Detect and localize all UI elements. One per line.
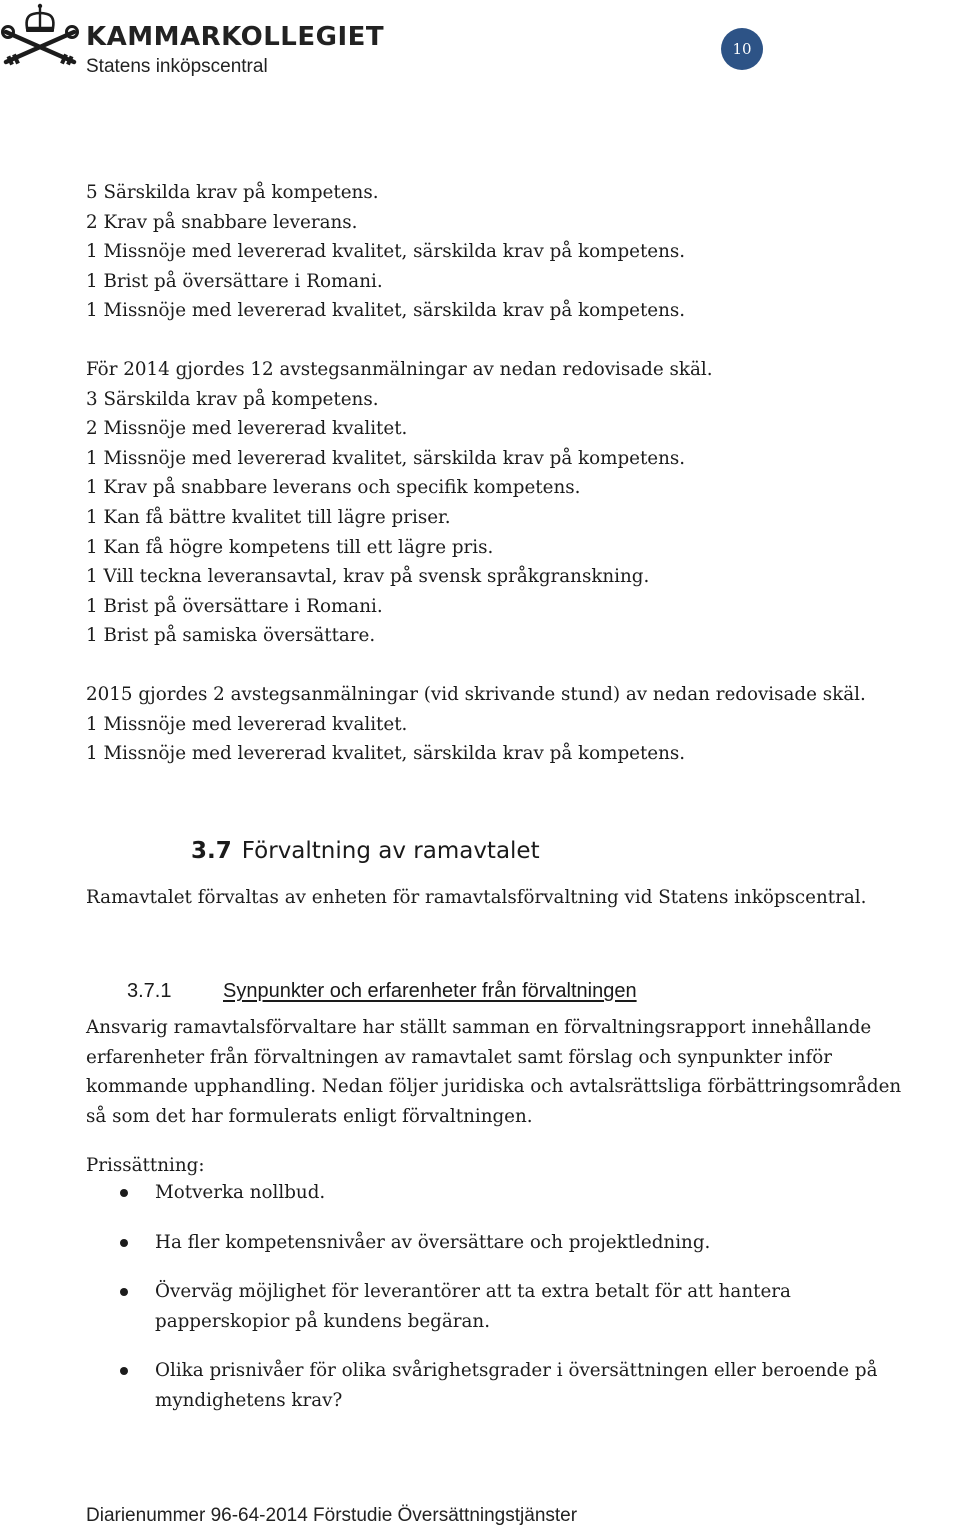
section-number: 3.7: [191, 838, 232, 864]
body-line: kommande upphandling. Nedan följer juridiska och avtalsrättsliga förbättringsområden: [86, 1076, 902, 1098]
list-item: 1 Vill teckna leveransavtal, krav på svensk språkgranskning.: [86, 566, 650, 588]
bullet-dot-icon: [120, 1288, 128, 1296]
year-2015-lead: 2015 gjordes 2 avstegsanmälningar (vid skrivande stund) av nedan redovisade skäl.: [86, 684, 866, 705]
list-item: 1 Brist på översättare i Romani.: [86, 595, 383, 617]
bullet-item: [86, 1178, 946, 1208]
section-body: Ramavtalet förvaltas av enheten för ramavtalsförvaltning vid Statens inköpscentral.: [86, 887, 867, 908]
section-title: Förvaltning av ramavtalet: [241, 838, 540, 864]
subsection-body: [86, 1013, 960, 1131]
body-line: Ansvarig ramavtalsförvaltare har ställt samman en förvaltningsrapport innehållande: [86, 1017, 872, 1038]
bullet-item: [86, 1356, 945, 1415]
bullet-dot-icon: [120, 1367, 128, 1375]
list-item: 1 Kan få högre kompetens till ett lägre pris.: [86, 536, 494, 558]
year-2014-block: [86, 355, 713, 651]
subsection-number: 3.7.1: [127, 980, 172, 1002]
crown-and-keys-crest-icon: [0, 2, 80, 68]
list-label: Prissättning:: [86, 1155, 205, 1176]
list-item: 1 Missnöje med levererad kvalitet, särskilda krav på kompetens.: [86, 447, 686, 469]
list-item: 1 Missnöje med levererad kvalitet.: [86, 713, 408, 735]
list-item: 1 Missnöje med levererad kvalitet, särskilda krav på kompetens.: [86, 300, 686, 322]
year-2015-block: [86, 680, 866, 769]
list-item: 5 Särskilda krav på kompetens.: [86, 182, 379, 203]
bullet-dot-icon: [120, 1189, 128, 1197]
list-item: 3 Särskilda krav på kompetens.: [86, 388, 379, 410]
org-subtitle: Statens inköpscentral: [86, 56, 268, 77]
year-2014-lead: För 2014 gjordes 12 avstegsanmälningar av nedan redovisade skäl.: [86, 359, 713, 380]
intro-list: [86, 178, 685, 326]
bullet-item: [86, 1228, 946, 1258]
subsection-heading: [127, 980, 637, 1003]
org-name: KAMMARKOLLEGIET: [86, 22, 385, 52]
list-item: 1 Kan få bättre kvalitet till lägre priser.: [86, 506, 451, 528]
bullet-text: Överväg möjlighet för leverantörer att ta extra betalt för att hantera papperskopior på kundens begäran.: [155, 1281, 791, 1332]
list-item: 1 Missnöje med levererad kvalitet, särskilda krav på kompetens.: [86, 743, 686, 765]
list-item: 1 Brist på översättare i Romani.: [86, 270, 383, 292]
page-number-badge: 10: [721, 28, 763, 70]
bullet-dot-icon: [120, 1239, 128, 1247]
list-item: 1 Missnöje med levererad kvalitet, särskilda krav på kompetens.: [86, 241, 686, 263]
footer-text: Diarienummer 96-64-2014 Förstudie Översättningstjänster: [86, 1505, 578, 1526]
list-item: 2 Krav på snabbare leverans.: [86, 211, 358, 233]
kammarkollegiet-logo: [0, 0, 385, 86]
bullet-text: Olika prisnivåer för olika svårighetsgrader i översättningen eller beroende på myndighetens krav?: [155, 1360, 878, 1411]
body-line: erfarenheter från förvaltningen av ramavtalet samt förslag och synpunkter inför: [86, 1046, 833, 1068]
list-item: 2 Missnöje med levererad kvalitet.: [86, 418, 408, 440]
bullet-item: [86, 1277, 855, 1336]
body-line: så som det har formulerats enligt förvaltningen.: [86, 1105, 533, 1127]
bullet-text: Ha fler kompetensnivåer av översättare och projektledning.: [155, 1231, 711, 1253]
bullet-text: Motverka nollbud.: [155, 1182, 326, 1203]
subsection-title: Synpunkter och erfarenheter från förvaltningen: [223, 980, 637, 1002]
section-heading: [191, 838, 540, 864]
pricing-bullet-list: [86, 1178, 946, 1416]
list-item: 1 Krav på snabbare leverans och specifik kompetens.: [86, 477, 581, 499]
list-item: 1 Brist på samiska översättare.: [86, 625, 376, 647]
